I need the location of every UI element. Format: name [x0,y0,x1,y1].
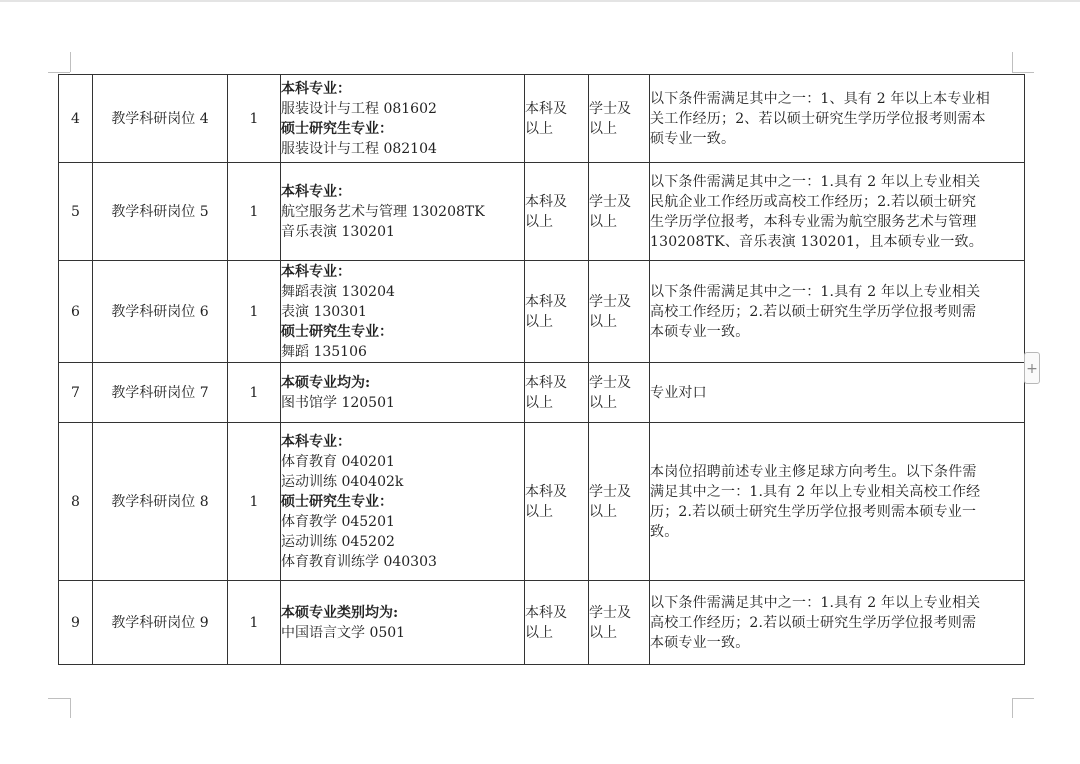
education-requirement-line: 本科及 [525,193,567,210]
other-conditions-line: 关工作经历；2、若以硕士研究生学历学位报考则需本 [650,110,986,127]
education-requirement [525,581,589,665]
education-requirement-line: 本科及 [525,100,567,117]
degree-requirement [589,261,650,363]
degree-requirement-line: 以上 [589,394,617,411]
position-count: 1 [228,423,281,581]
degree-requirement-line: 学士及 [589,604,631,621]
other-conditions-line: 致。 [650,523,679,540]
crop-mark-top-right-v [1012,52,1013,72]
other-conditions-line: 以下条件需满足其中之一：1.具有 2 年以上专业相关 [650,594,981,611]
education-requirement-line: 以上 [525,313,553,330]
major-requirements [281,363,525,423]
other-conditions-line: 以下条件需满足其中之一：1、具有 2 年以上本专业相 [650,90,990,107]
other-conditions-line: 硕专业一致。 [650,130,736,147]
degree-requirement-line: 学士及 [589,483,631,500]
crop-mark-bottom-right-h [1012,698,1034,699]
major-item: 舞蹈表演 130204 [281,283,395,300]
other-conditions-line: 130208TK、音乐表演 130201，且本硕专业一致。 [650,233,983,250]
education-requirement-line: 本科及 [525,604,567,621]
other-conditions [650,75,1025,163]
education-requirement-line: 以上 [525,394,553,411]
position-title: 教学科研岗位 4 [93,75,228,163]
education-requirement [525,75,589,163]
position-title: 教学科研岗位 5 [93,163,228,261]
other-conditions-line: 本岗位招聘前述专业主修足球方向考生。以下条件需 [650,463,977,480]
major-requirements [281,163,525,261]
position-number: 9 [59,581,93,665]
degree-requirement-line: 以上 [589,313,617,330]
other-conditions-line: 高校工作经历；2.若以硕士研究生学历学位报考则需 [650,303,977,320]
major-item: 航空服务艺术与管理 130208TK [281,203,485,220]
major-item: 图书馆学 120501 [281,394,395,411]
degree-requirement [589,581,650,665]
degree-requirement-line: 学士及 [589,100,631,117]
position-title: 教学科研岗位 9 [93,581,228,665]
table-row [59,75,1025,163]
major-heading: 硕士研究生专业： [281,120,393,137]
degree-requirement [589,363,650,423]
major-item: 体育教育 040201 [281,453,395,470]
position-count: 1 [228,363,281,423]
crop-mark-top-right-h [1012,72,1034,73]
degree-requirement-line: 以上 [589,213,617,230]
position-number: 7 [59,363,93,423]
page-top-edge [0,0,1080,2]
major-requirements [281,261,525,363]
other-conditions-line: 历；2.若以硕士研究生学历学位报考则需本硕专业一 [650,503,977,520]
other-conditions [650,363,1025,423]
other-conditions-line: 专业对口 [650,384,707,401]
education-requirement [525,163,589,261]
major-item: 音乐表演 130201 [281,223,395,240]
major-item: 运动训练 040402k [281,473,404,490]
education-requirement [525,363,589,423]
degree-requirement-line: 以上 [589,120,617,137]
position-count: 1 [228,75,281,163]
major-item: 服装设计与工程 081602 [281,100,437,117]
table-row [59,363,1025,423]
position-number: 5 [59,163,93,261]
education-requirement-line: 以上 [525,213,553,230]
other-conditions-line: 以下条件需满足其中之一：1.具有 2 年以上专业相关 [650,173,981,190]
position-title: 教学科研岗位 6 [93,261,228,363]
major-item: 服装设计与工程 082104 [281,140,437,157]
education-requirement-line: 本科及 [525,374,567,391]
position-number: 6 [59,261,93,363]
major-item: 体育教学 045201 [281,513,395,530]
other-conditions-line: 本硕专业一致。 [650,323,750,340]
major-item: 表演 130301 [281,303,367,320]
major-heading: 本硕专业类别均为: [281,604,399,621]
degree-requirement-line: 以上 [589,624,617,641]
major-heading: 本科专业： [281,80,351,97]
crop-mark-top-left-h [48,72,70,73]
major-item: 体育教育训练学 040303 [281,553,437,570]
crop-mark-top-left-v [70,52,71,72]
recruitment-table [58,74,1025,665]
crop-mark-bottom-left-h [48,698,70,699]
education-requirement-line: 以上 [525,624,553,641]
other-conditions [650,581,1025,665]
position-count: 1 [228,163,281,261]
position-title: 教学科研岗位 7 [93,363,228,423]
major-heading: 本硕专业均为: [281,374,371,391]
education-requirement-line: 以上 [525,120,553,137]
crop-mark-bottom-left-v [70,698,71,718]
position-count: 1 [228,261,281,363]
other-conditions-line: 满足其中之一：1.具有 2 年以上专业相关高校工作经 [650,483,981,500]
education-requirement-line: 以上 [525,503,553,520]
table-row [59,423,1025,581]
major-item: 运动训练 045202 [281,533,395,550]
degree-requirement-line: 学士及 [589,293,631,310]
education-requirement-line: 本科及 [525,483,567,500]
degree-requirement [589,163,650,261]
other-conditions [650,423,1025,581]
expand-plus-icon[interactable]: + [1024,352,1040,384]
other-conditions-line: 高校工作经历；2.若以硕士研究生学历学位报考则需 [650,614,977,631]
position-number: 8 [59,423,93,581]
table-row [59,163,1025,261]
major-heading: 本科专业： [281,263,351,280]
degree-requirement-line: 以上 [589,503,617,520]
degree-requirement-line: 学士及 [589,193,631,210]
degree-requirement-line: 学士及 [589,374,631,391]
major-requirements [281,423,525,581]
education-requirement [525,423,589,581]
other-conditions-line: 本硕专业一致。 [650,634,750,651]
major-requirements [281,581,525,665]
other-conditions-line: 生学历学位报考，本科专业需为航空服务艺术与管理 [650,213,977,230]
major-heading: 本科专业： [281,433,351,450]
table-row [59,581,1025,665]
degree-requirement [589,423,650,581]
major-requirements [281,75,525,163]
major-heading: 硕士研究生专业： [281,493,393,510]
education-requirement [525,261,589,363]
crop-mark-bottom-right-v [1012,698,1013,718]
position-count: 1 [228,581,281,665]
major-heading: 本科专业： [281,183,351,200]
other-conditions [650,261,1025,363]
major-item: 舞蹈 135106 [281,343,367,360]
other-conditions [650,163,1025,261]
table-row [59,261,1025,363]
degree-requirement [589,75,650,163]
other-conditions-line: 以下条件需满足其中之一：1.具有 2 年以上专业相关 [650,283,981,300]
major-heading: 硕士研究生专业： [281,323,393,340]
education-requirement-line: 本科及 [525,293,567,310]
other-conditions-line: 民航企业工作经历或高校工作经历；2.若以硕士研究 [650,193,977,210]
major-item: 中国语言文学 0501 [281,624,406,641]
position-title: 教学科研岗位 8 [93,423,228,581]
position-number: 4 [59,75,93,163]
